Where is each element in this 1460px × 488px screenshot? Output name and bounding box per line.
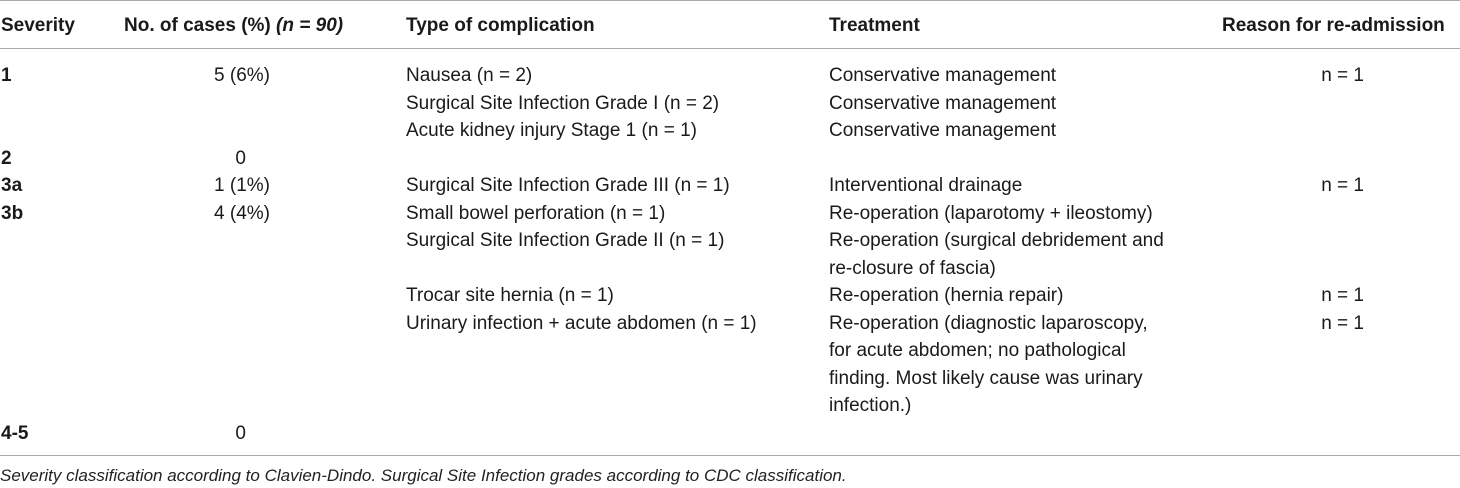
treatment-cell: Interventional drainage: [829, 175, 1023, 196]
readmission-cell: n = 1: [1321, 312, 1364, 334]
complication-cell: Surgical Site Infection Grade III (n = 1): [406, 175, 730, 196]
treatment-cell: Re-operation (surgical debridement and: [829, 230, 1164, 251]
cases-cell: 1 (1%): [214, 175, 270, 196]
complication-cell: Trocar site hernia (n = 1): [406, 285, 614, 306]
treatment-cell: for acute abdomen; no pathological: [829, 340, 1126, 361]
complication-cell: Urinary infection + acute abdomen (n = 1): [406, 312, 757, 334]
severity-cell: 3b: [1, 202, 24, 224]
treatment-cell: Re-operation (diagnostic laparoscopy,: [829, 312, 1148, 334]
severity-cell: 2: [1, 147, 12, 169]
header-cases: [124, 14, 343, 38]
severity-cell: 1: [1, 65, 12, 86]
table-footnote: Severity classification according to Clavien-Dindo. Surgical Site Infection grades according to CDC classification.: [0, 466, 847, 485]
header-treatment: Treatment: [829, 15, 920, 36]
cases-cell: 0: [235, 422, 246, 444]
treatment-cell: Conservative management: [829, 92, 1057, 114]
header-readmission: Reason for re-admission: [1222, 15, 1445, 36]
treatment-cell: Re-operation (hernia repair): [829, 285, 1064, 306]
readmission-cell: n = 1: [1321, 285, 1364, 306]
header-complication: Type of complication: [406, 15, 595, 36]
table-header: [0, 0, 1460, 49]
treatment-cell: re-closure of fascia): [829, 257, 996, 279]
treatment-cell: Conservative management: [829, 120, 1057, 141]
treatment-cell: finding. Most likely cause was urinary: [829, 367, 1143, 389]
complication-cell: Nausea (n = 2): [406, 65, 533, 86]
treatment-cell: Conservative management: [829, 65, 1057, 86]
header-cases-label: No. of cases (%): [124, 15, 277, 36]
complication-cell: Surgical Site Infection Grade I (n = 2): [406, 92, 720, 114]
readmission-cell: n = 1: [1321, 175, 1364, 196]
cases-cell: 4 (4%): [214, 202, 270, 224]
complication-cell: Acute kidney injury Stage 1 (n = 1): [406, 120, 697, 141]
treatment-cell: Re-operation (laparotomy + ileostomy): [829, 202, 1153, 224]
header-severity: Severity: [1, 15, 75, 36]
cases-cell: 0: [235, 147, 246, 169]
complication-cell: Surgical Site Infection Grade II (n = 1): [406, 230, 725, 251]
complication-cell: Small bowel perforation (n = 1): [406, 202, 666, 224]
header-cases-n: (n = 90): [276, 15, 344, 36]
table-body: [0, 49, 1460, 456]
treatment-cell: infection.): [829, 395, 912, 416]
severity-cell: 3a: [1, 175, 23, 196]
readmission-cell: n = 1: [1321, 65, 1364, 86]
severity-cell: 4-5: [1, 422, 29, 444]
cases-cell: 5 (6%): [214, 65, 270, 86]
